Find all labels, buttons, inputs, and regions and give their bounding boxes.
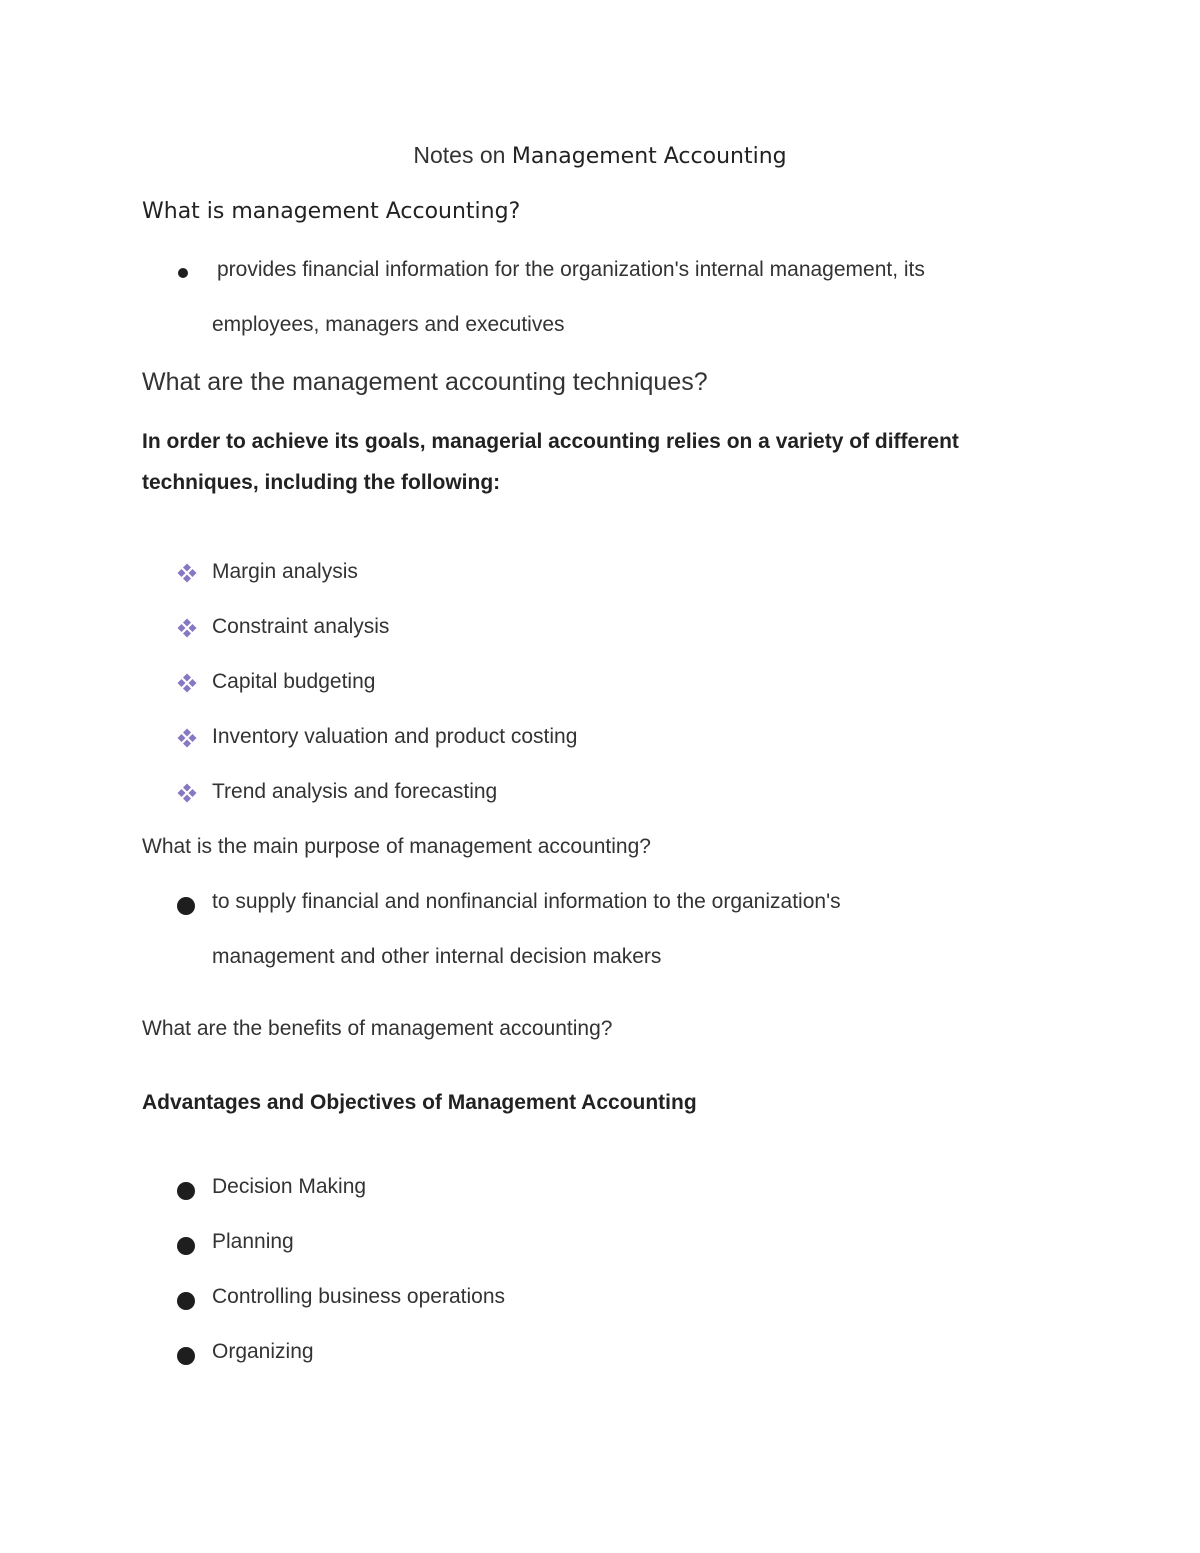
technique-item: Margin analysis xyxy=(212,560,358,583)
bullet-dot-icon xyxy=(177,897,195,915)
title-main: Management Accounting xyxy=(511,144,787,169)
section3-bullet-line1: to supply financial and nonfinancial information to the organization's xyxy=(212,890,841,913)
section1-bullet-line1: provides financial information for the organization's internal management, its xyxy=(217,258,925,281)
section3-heading: What is the main purpose of management accounting? xyxy=(142,835,651,858)
bullet-dot-icon xyxy=(177,1292,195,1310)
section2-heading: What are the management accounting techniques? xyxy=(142,368,708,396)
bullet-dot-icon xyxy=(177,1182,195,1200)
section3-bullet-line2: management and other internal decision makers xyxy=(212,945,662,968)
benefit-item: Planning xyxy=(212,1230,294,1253)
technique-item: Capital budgeting xyxy=(212,670,376,693)
section4-subheading: Advantages and Objectives of Management Accounting xyxy=(142,1091,697,1114)
benefit-item: Organizing xyxy=(212,1340,314,1363)
bullet-dot-icon xyxy=(178,268,188,278)
benefit-item: Decision Making xyxy=(212,1175,367,1198)
diamond-bullet-icon xyxy=(177,563,197,583)
benefit-item: Controlling business operations xyxy=(212,1285,506,1308)
section1-heading: What is management Accounting? xyxy=(142,199,521,224)
technique-item: Trend analysis and forecasting xyxy=(212,780,498,803)
page-title xyxy=(0,142,1200,169)
technique-item: Inventory valuation and product costing xyxy=(212,725,578,748)
bullet-dot-icon xyxy=(177,1347,195,1365)
technique-item: Constraint analysis xyxy=(212,615,390,638)
diamond-bullet-icon xyxy=(177,673,197,693)
bullet-dot-icon xyxy=(177,1237,195,1255)
section2-intro-line1: In order to achieve its goals, managerial accounting relies on a variety of different xyxy=(142,430,959,453)
title-prefix: Notes on xyxy=(413,142,506,168)
diamond-bullet-icon xyxy=(177,728,197,748)
section1-bullet-line2: employees, managers and executives xyxy=(212,313,565,336)
section4-heading: What are the benefits of management accounting? xyxy=(142,1017,613,1040)
diamond-bullet-icon xyxy=(177,618,197,638)
diamond-bullet-icon xyxy=(177,783,197,803)
section2-intro-line2: techniques, including the following: xyxy=(142,471,501,494)
